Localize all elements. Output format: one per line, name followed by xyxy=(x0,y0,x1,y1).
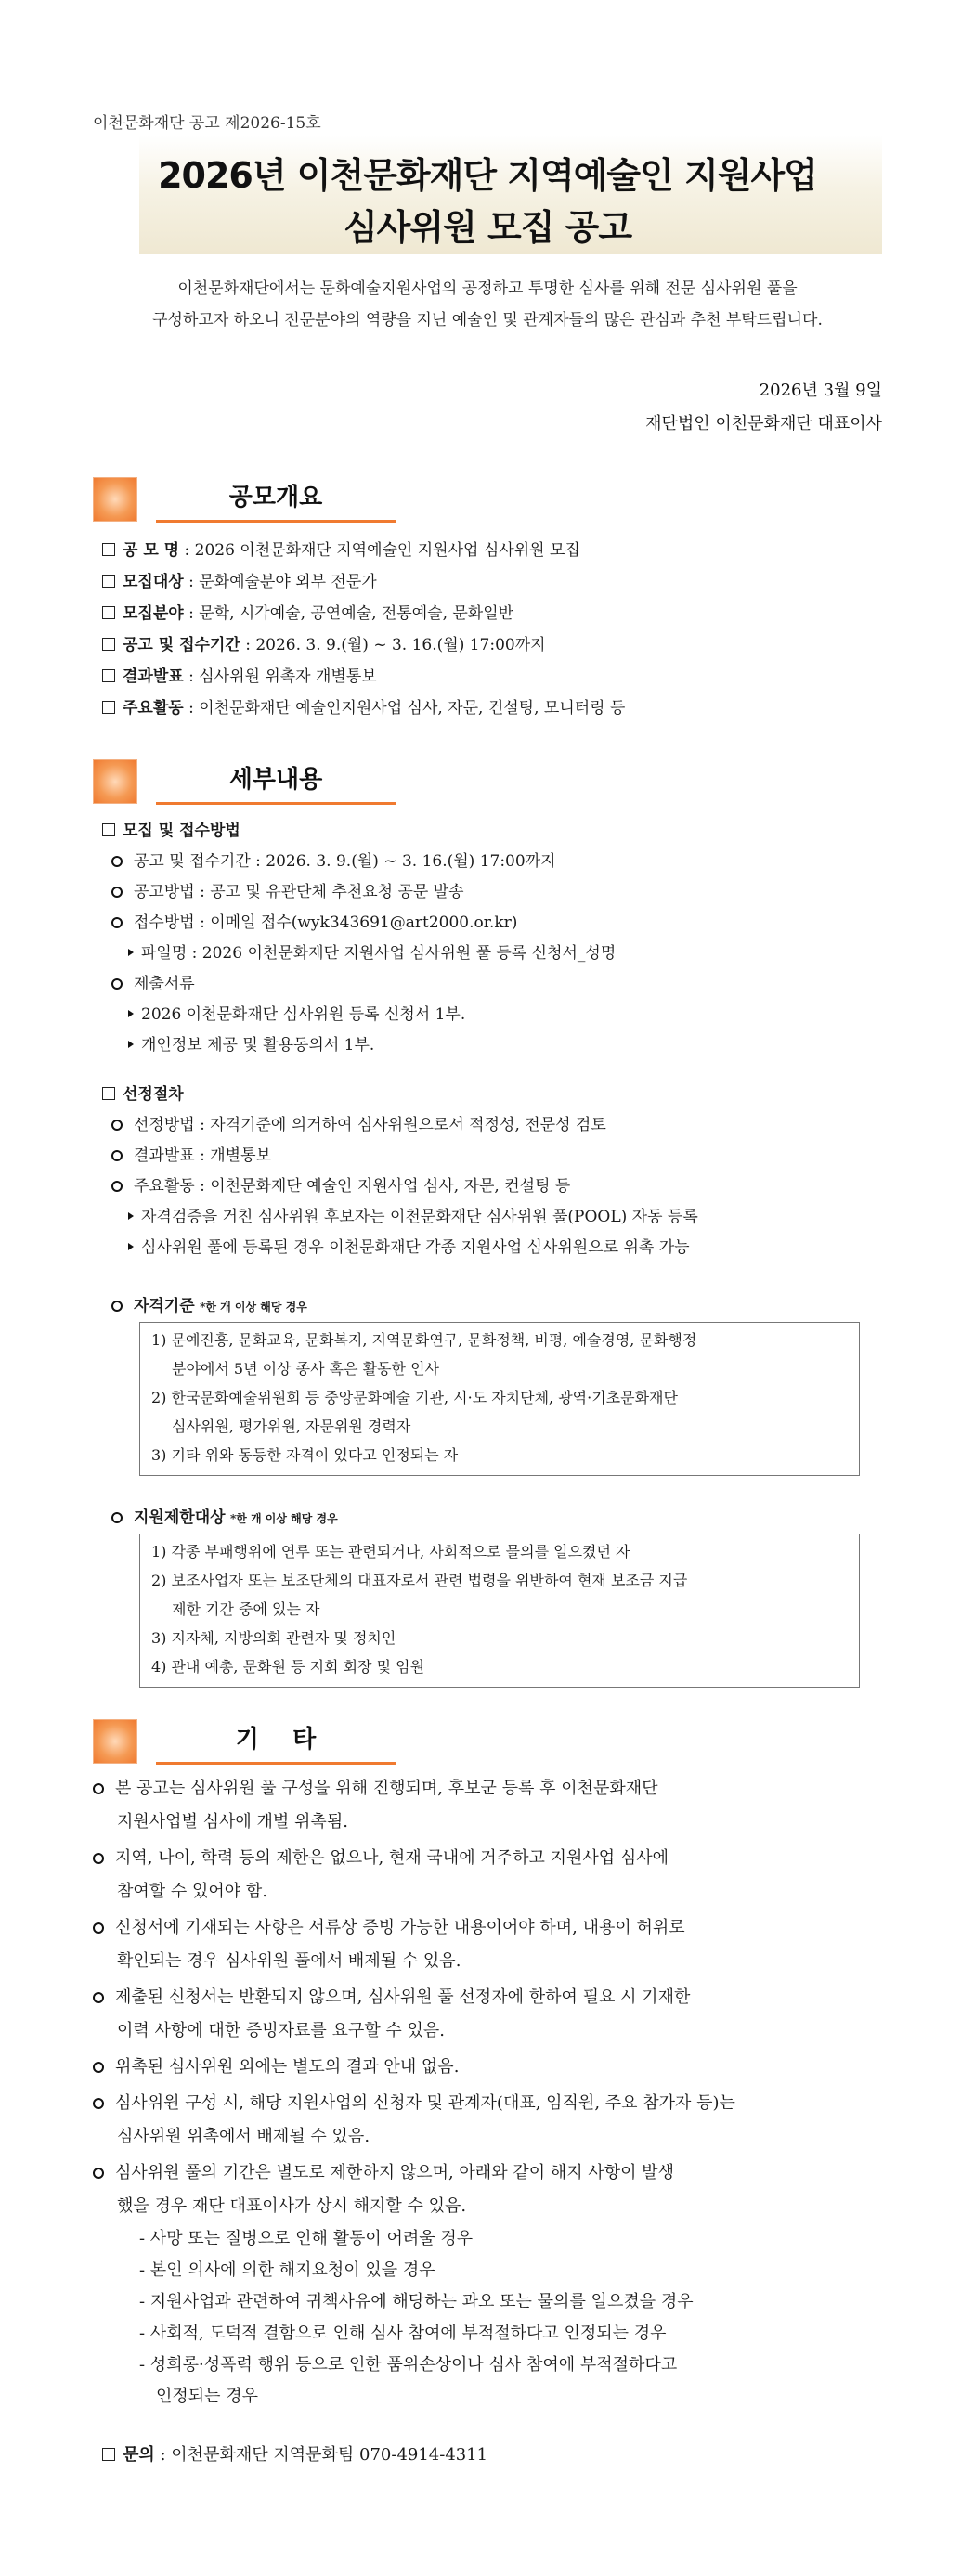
etc-item-cont: 확인되는 경우 심사위원 풀에서 배제될 수 있음. xyxy=(117,1951,462,1971)
method-item: 공고방법 : 공고 및 유관단체 추천요청 공문 발송 xyxy=(111,878,464,901)
issuer: 재단법인 이천문화재단 대표이사 xyxy=(645,414,882,434)
etc-item: 심사위원 구성 시, 해당 지원사업의 신청자 및 관계자(대표, 임직원, 주요 참가자 등)는 xyxy=(93,2090,735,2114)
restriction-box xyxy=(139,1534,860,1688)
circle-bullet-icon xyxy=(111,887,123,898)
restriction-line: 1) 각종 부패행위에 연루 또는 관련되거나, 사회적으로 물의를 일으켰던 자 xyxy=(151,1543,630,1560)
triangle-bullet-icon xyxy=(128,1243,134,1250)
triangle-bullet-icon xyxy=(128,1041,134,1048)
contact: 문의 : 이천문화재단 지역문화팀 070-4914-4311 xyxy=(102,2441,488,2466)
etc-item-cont: 했을 경우 재단 대표이사가 상시 해지할 수 있음. xyxy=(117,2196,467,2216)
section-square-icon xyxy=(93,1719,137,1764)
file-name-note: 파일명 : 2026 이천문화재단 지원사업 심사위원 풀 등록 신청서_성명 xyxy=(128,939,616,963)
docs-item: 개인정보 제공 및 활용동의서 1부. xyxy=(128,1031,374,1055)
circle-bullet-icon xyxy=(93,2168,104,2179)
qualification-line: 1) 문예진흥, 문화교육, 문화복지, 지역문화연구, 문화정책, 비평, 예술경영, 문화행정 xyxy=(151,1331,697,1349)
subsection-title-selection: 선정절차 xyxy=(102,1081,184,1104)
section-title-overview: 공모개요 xyxy=(156,477,396,523)
checkbox-square-icon xyxy=(102,669,115,682)
selection-note: 자격검증을 거친 심사위원 후보자는 이천문화재단 심사위원 풀(POOL) 자동 등록 xyxy=(128,1203,698,1226)
qualification-line: 심사위원, 평가위원, 자문위원 경력자 xyxy=(172,1417,411,1435)
section-square-icon xyxy=(93,759,137,804)
etc-item: 신청서에 기재되는 사항은 서류상 증빙 가능한 내용이어야 하며, 내용이 허위로 xyxy=(93,1914,685,1938)
termination-item: - 성희롱·성폭력 행위 등으로 인한 품위손상이나 심사 참여에 부적절하다고 xyxy=(139,2355,678,2375)
method-item: 접수방법 : 이메일 접수(wyk343691@art2000.or.kr) xyxy=(111,909,517,932)
circle-bullet-icon xyxy=(111,978,123,990)
selection-item: 주요활동 : 이천문화재단 예술인 지원사업 심사, 자문, 컨설팅 등 xyxy=(111,1172,570,1196)
circle-bullet-icon xyxy=(93,2098,104,2109)
method-item: 공고 및 접수기간 : 2026. 3. 9.(월) ~ 3. 16.(월) 17:00까지 xyxy=(111,848,556,871)
etc-item-cont: 참여할 수 있어야 함. xyxy=(117,1882,267,1901)
checkbox-square-icon xyxy=(102,638,115,651)
circle-bullet-icon xyxy=(93,1853,104,1864)
circle-bullet-icon xyxy=(93,2062,104,2073)
etc-item-cont: 심사위원 위촉에서 배제될 수 있음. xyxy=(117,2127,370,2146)
notice-date: 2026년 3월 9일 xyxy=(759,381,882,400)
notice-number: 이천문화재단 공고 제2026-15호 xyxy=(93,114,321,133)
circle-bullet-icon xyxy=(111,1150,123,1161)
checkbox-square-icon xyxy=(102,575,115,588)
page-title-line1: 2026년 이천문화재단 지역예술인 지원사업 xyxy=(158,155,817,196)
selection-item: 선정방법 : 자격기준에 의거하여 심사위원으로서 적정성, 전문성 검토 xyxy=(111,1111,606,1134)
overview-item: 모집대상 : 문화예술분야 외부 전문가 xyxy=(102,568,377,591)
restriction-line: 3) 지자체, 지방의회 관련자 및 정치인 xyxy=(151,1629,396,1647)
termination-item: - 사망 또는 질병으로 인해 활동이 어려울 경우 xyxy=(139,2229,474,2248)
circle-bullet-icon xyxy=(111,1120,123,1131)
intro-line1: 이천문화재단에서는 문화예술지원사업의 공정하고 투명한 심사를 위해 전문 심사위원 풀을 xyxy=(177,279,798,298)
qualification-line: 분야에서 5년 이상 종사 혹은 활동한 인사 xyxy=(172,1360,439,1378)
intro-line2: 구성하고자 하오니 전문분야의 역량을 지닌 예술인 및 관계자들의 많은 관심과 추천 부탁드립니다. xyxy=(152,311,823,330)
restriction-line: 제한 기간 중에 있는 자 xyxy=(172,1600,320,1618)
termination-item-cont: 인정되는 경우 xyxy=(156,2387,259,2406)
selection-note: 심사위원 풀에 등록된 경우 이천문화재단 각종 지원사업 심사위원으로 위촉 가능 xyxy=(128,1234,690,1257)
triangle-bullet-icon xyxy=(128,1212,134,1220)
etc-item: 지역, 나이, 학력 등의 제한은 없으나, 현재 국내에 거주하고 지원사업 심사에 xyxy=(93,1845,669,1869)
etc-item-cont: 지원사업별 심사에 개별 위촉됨. xyxy=(117,1812,348,1832)
circle-bullet-icon xyxy=(111,1301,123,1312)
overview-item: 모집분야 : 문학, 시각예술, 공연예술, 전통예술, 문화일반 xyxy=(102,600,514,623)
triangle-bullet-icon xyxy=(128,949,134,956)
circle-bullet-icon xyxy=(111,856,123,867)
checkbox-square-icon xyxy=(102,823,115,836)
etc-item: 심사위원 풀의 기간은 별도로 제한하지 않으며, 아래와 같이 해지 사항이 발생 xyxy=(93,2159,674,2183)
restriction-line: 2) 보조사업자 또는 보조단체의 대표자로서 관련 법령을 위반하여 현재 보조금 지급 xyxy=(151,1572,688,1589)
checkbox-square-icon xyxy=(102,701,115,714)
overview-item: 공고 및 접수기간 : 2026. 3. 9.(월) ~ 3. 16.(월) 17:00까지 xyxy=(102,631,546,654)
overview-item: 주요활동 : 이천문화재단 예술인지원사업 심사, 자문, 컨설팅, 모니터링 등 xyxy=(102,694,625,718)
checkbox-square-icon xyxy=(102,543,115,556)
etc-item: 위촉된 심사위원 외에는 별도의 결과 안내 없음. xyxy=(93,2053,459,2078)
triangle-bullet-icon xyxy=(128,1010,134,1017)
termination-item: - 본인 의사에 의한 해지요청이 있을 경우 xyxy=(139,2260,436,2280)
etc-item-cont: 이력 사항에 대한 증빙자료를 요구할 수 있음. xyxy=(117,2021,446,2040)
subsection-title-method: 모집 및 접수방법 xyxy=(102,817,240,840)
termination-item: - 사회적, 도덕적 결함으로 인해 심사 참여에 부적절하다고 인정되는 경우 xyxy=(139,2324,667,2343)
qualification-box xyxy=(139,1322,860,1476)
section-square-icon xyxy=(93,477,137,522)
circle-bullet-icon xyxy=(93,1783,104,1794)
checkbox-square-icon xyxy=(102,1087,115,1100)
restriction-line: 4) 관내 예총, 문화원 등 지회 회장 및 임원 xyxy=(151,1658,425,1676)
restriction-title: 지원제한대상 *한 개 이상 해당 경우 xyxy=(111,1504,338,1527)
docs-item: 2026 이천문화재단 심사위원 등록 신청서 1부. xyxy=(128,1001,465,1024)
etc-item: 제출된 신청서는 반환되지 않으며, 심사위원 풀 선정자에 한하여 필요 시 기재한 xyxy=(93,1984,690,2008)
termination-item: - 지원사업과 관련하여 귀책사유에 해당하는 과오 또는 물의를 일으켰을 경우 xyxy=(139,2292,694,2311)
page-title-line2: 심사위원 모집 공고 xyxy=(343,207,632,248)
qualification-line: 3) 기타 위와 동등한 자격이 있다고 인정되는 자 xyxy=(151,1446,459,1464)
checkbox-square-icon xyxy=(102,2448,115,2461)
circle-bullet-icon xyxy=(93,1992,104,2003)
section-title-etc: 기 타 xyxy=(156,1719,396,1765)
overview-item: 공 모 명 : 2026 이천문화재단 지역예술인 지원사업 심사위원 모집 xyxy=(102,537,580,560)
circle-bullet-icon xyxy=(111,1512,123,1523)
etc-item: 본 공고는 심사위원 풀 구성을 위해 진행되며, 후보군 등록 후 이천문화재단 xyxy=(93,1775,658,1799)
section-title-details: 세부내용 xyxy=(156,759,396,805)
circle-bullet-icon xyxy=(111,1181,123,1192)
selection-item: 결과발표 : 개별통보 xyxy=(111,1142,271,1165)
circle-bullet-icon xyxy=(111,917,123,928)
docs-title: 제출서류 xyxy=(111,970,195,993)
overview-item: 결과발표 : 심사위원 위촉자 개별통보 xyxy=(102,663,377,686)
circle-bullet-icon xyxy=(93,1922,104,1934)
checkbox-square-icon xyxy=(102,606,115,619)
qualification-title: 자격기준 *한 개 이상 해당 경우 xyxy=(111,1292,307,1315)
qualification-line: 2) 한국문화예술위원회 등 중앙문화예술 기관, 시·도 자치단체, 광역·기초문화재단 xyxy=(151,1389,678,1406)
